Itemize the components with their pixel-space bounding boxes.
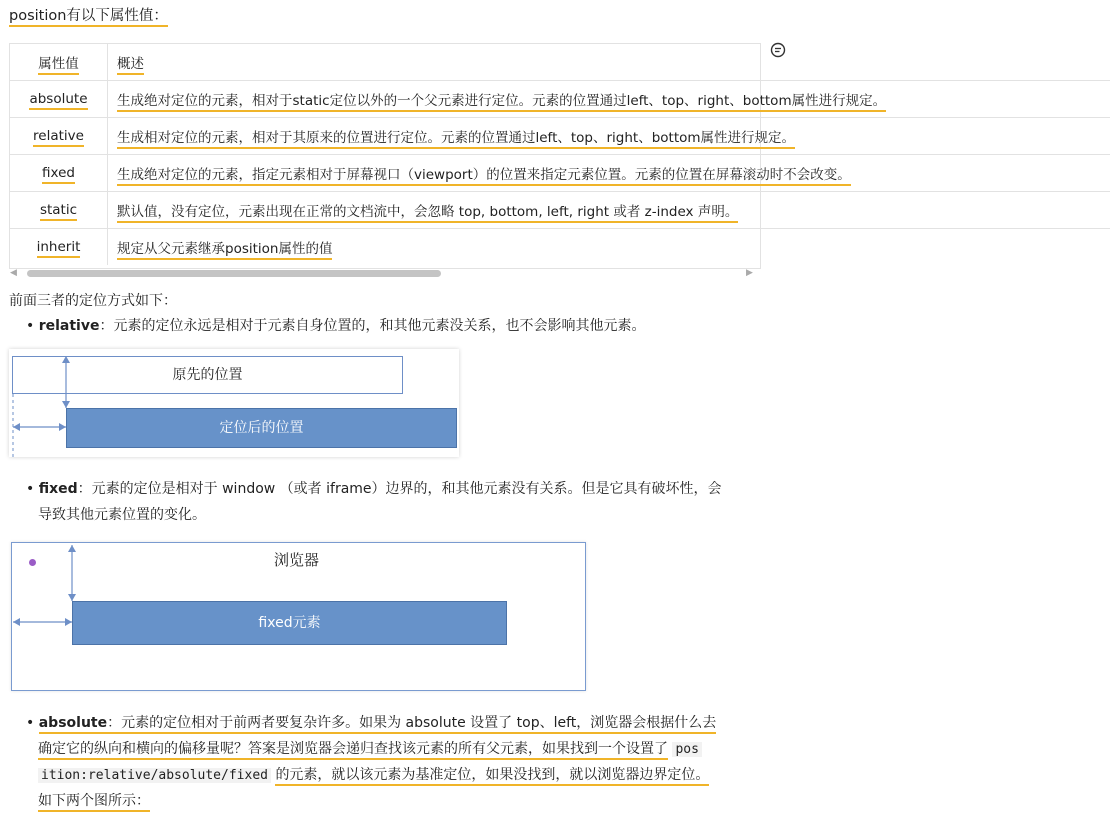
bullet-relative: • relative：元素的定位永远是相对于元素自身位置的，和其他元素没关系，也不会影响其他元素。	[26, 318, 646, 334]
table-row	[10, 81, 1110, 118]
cell-value: static	[10, 192, 108, 229]
table-row	[10, 118, 1110, 155]
table-row	[10, 192, 1110, 229]
bullet-fixed: • fixed：元素的定位是相对于 window （或者 iframe）边界的，和其他元素没有关系。但是它具有破坏性，会	[26, 481, 722, 497]
browser-label: 浏览器	[274, 551, 320, 569]
cell-desc: 规定从父元素继承position属性的值	[108, 229, 1110, 266]
bullet-absolute: • absolute：元素的定位相对于前两者要复杂许多。如果为 absolute 设置了 top、left，浏览器会根据什么去	[26, 712, 716, 732]
fixed-offset-arrows	[12, 543, 585, 690]
bullet-absolute-line3: ition:relative/absolute/fixed 的元素，就以该元素为基准定位，如果没找到，就以浏览器边界定位。	[38, 764, 709, 784]
offset-arrows	[9, 349, 459, 457]
fixed-diagram	[11, 542, 586, 691]
page-title: position有以下属性值：	[9, 4, 168, 25]
scroll-right-icon[interactable]: ▶	[746, 268, 753, 278]
cell-desc: 生成绝对定位的元素，相对于static定位以外的一个父元素进行定位。元素的位置通过left、top、right、bottom属性进行规定。	[108, 81, 1110, 118]
header-cell-desc: 概述	[108, 44, 1110, 81]
bullet-absolute-line4: 如下两个图所示：	[38, 790, 150, 810]
cell-value: relative	[10, 118, 108, 155]
relative-diagram	[9, 349, 459, 457]
table-row	[10, 155, 1110, 192]
cell-desc: 生成相对定位的元素，相对于其原来的位置进行定位。元素的位置通过left、top、right、bottom属性进行规定。	[108, 118, 1110, 155]
scroll-left-icon[interactable]: ◀	[10, 268, 17, 278]
table-row	[10, 229, 1110, 266]
bullet-fixed-cont: 导致其他元素位置的变化。	[38, 507, 206, 523]
cell-desc: 默认值，没有定位，元素出现在正常的文档流中，会忽略 top, bottom, left, right 或者 z-index 声明。	[108, 192, 1110, 229]
cell-desc: 生成绝对定位的元素，指定元素相对于屏幕视口（viewport）的位置来指定元素位置。元素的位置在屏幕滚动时不会改变。	[108, 155, 1110, 192]
horizontal-scrollbar[interactable]	[27, 270, 441, 277]
cell-value: fixed	[10, 155, 108, 192]
intro-text: 前面三者的定位方式如下：	[9, 293, 177, 309]
bullet-absolute-line2: 确定它的纵向和横向的偏移量呢？答案是浏览器会递归查找该元素的所有父元素，如果找到一个设置了 pos	[38, 738, 702, 758]
cell-value: inherit	[10, 229, 108, 266]
header-cell-value: 属性值	[10, 44, 108, 81]
original-position-box: 原先的位置	[12, 356, 403, 394]
fixed-element-box: fixed元素	[72, 601, 507, 645]
new-position-box: 定位后的位置	[66, 408, 457, 448]
cell-value: absolute	[10, 81, 108, 118]
position-table	[9, 43, 887, 269]
table-header-row	[10, 44, 1110, 81]
